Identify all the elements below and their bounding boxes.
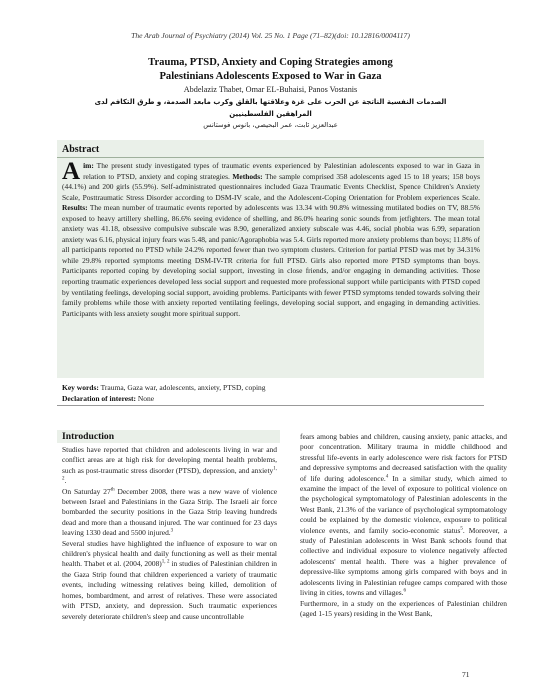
intro-p1-text: Studies have reported that children and adolescents living in war and conflict areas are at high risk for developing mental health problems, such as post-traumatic stress disorder (PTSD), depression, and anxiety: [62, 445, 277, 475]
title-line-2: Palestinians Adolescents Exposed to War in Gaza: [159, 71, 382, 82]
author-list: Abdelaziz Thabet, Omar EL-Buhaisi, Panos Vostanis: [183, 85, 358, 94]
intro-p4-text-c: . Moreover, a study of Palestinian adolescents in West Bank schools found that collective and individual exposure to violence negatively affected adolescents' mental health. There was a higher prevalence of depressive-like symptoms among girls compared with boys and in adolescents living in Palestinian refugee camps compared with those living in cities, towns and villages.: [300, 525, 507, 598]
intro-paragraph-3: [62, 539, 277, 622]
intro-paragraph-4: [300, 432, 507, 599]
intro-p2-text-b: December 2008, there was a new wave of violence between Israel and Palestinians in the Gaza Strip. The Israeli air force bombarded the security positions in the Gaza Strip leaving hundreds dead and more than a thousand injured. The war continued for 23 days leaving 1330 dead and 5500 injured.: [62, 486, 277, 538]
declaration-label: Declaration of interest:: [62, 393, 137, 403]
page-number: 71: [462, 670, 470, 679]
ordinal-sup: th: [110, 487, 115, 493]
methods-label: Methods:: [232, 171, 263, 181]
citation-sup: 3: [170, 528, 174, 534]
intro-p3-text-b: in studies of Palestinian children in the Gaza Strip found that children experienced a variety of traumatic events, including witnessing relatives being killed, demolition of homes, bombardment, and arrest of relatives. These were associated with PTSD, anxiety, and depression. Such traumatic experiences severely deteriorate children's sleep and cause uncontrollable: [62, 559, 278, 621]
right-column: [300, 432, 507, 619]
keywords-label: Key words:: [62, 383, 99, 392]
keywords-block: [62, 383, 482, 404]
results-label: Results:: [62, 203, 88, 213]
citation-sup: 1, 2: [62, 466, 277, 482]
left-column: [62, 445, 277, 622]
abstract-box: [57, 140, 484, 378]
declaration-line: [62, 394, 482, 405]
results-text: The mean number of traumatic events reported by adolescents was 13.34 with 90.8% witnessing mutilated bodies on TV, 88.5% exposed to heavy artillery shelling, 86.6% seeing evidence of shelling, and 86.0% hearing sonic sounds from jetfighters. The mean total anxiety was 41.18, obsessive compulsive subscale was 8.90, generalized anxiety subscale was 4.46, social phobia was 6.99, separation anxiety was 6.16, physical injury fears was 5.48, and panic/Agoraphobia was 5.4. Girls reported more anxiety problems than boys; 11.8% of all participants reported no PTSD while 24.2% reported fewer than two symptom clusters. Criterion for partial PTSD was met by 34.31% while 29.8% reported symptoms meeting DSM-IV-TR criteria for full PTSD. Girls also reported more PTSD symptoms than boys. Participants reported coping by developing social support, investing in close friends, and/or engaging in demanding activities. Those reporting traumatic experiences developed less social support and requested more professional support while participants with PTSD coped by ventilating feelings, developing social support, avoiding problems. Participants with fewer PTSD symptoms tended towards solving their family problems while those with anxiety reported ventilating feelings, developing social support, and engaging in demanding activities. Participants with less anxiety sought more spiritual support.: [62, 203, 480, 318]
introduction-heading-box: [57, 430, 280, 443]
aim-text: The present study investigated types of traumatic events experienced by Palestinian adolescents exposed to war in Gaza in relation to PTSD, anxiety and coping strategies.: [83, 161, 480, 181]
abstract-dropcap: A: [62, 158, 81, 185]
title-line-1: Trauma, PTSD, Anxiety and Coping Strategies among: [148, 57, 393, 68]
keywords-text: Trauma, Gaza war, adolescents, anxiety, PTSD, coping: [98, 383, 266, 392]
methods-text: The sample comprised 358 adolescents aged 15 to 18 years; 158 boys (44.1%) and 200 girls (55.9%). Self-administrated questionnaires included Gaza Traumatic Events Checklist, Spence Children's Anxiety Scale, Posttraumatic Stress Disorder according to DSM-IV scale, and the Adolescent-Coping Orientation for Problem experiences Scale.: [62, 171, 480, 202]
citation-sup: 1, 2: [161, 559, 170, 565]
citation-sup: 6: [403, 588, 406, 594]
abstract-body: [62, 158, 480, 319]
arabic-title: الصدمات النفسية الناتجة عن الحرب على غزة وعلاقتها بالقلق وكرب مابعد الصدمة، و طرق التكافم لدى المراهقين الفلسطينيين: [94, 98, 447, 118]
abstract-heading: Abstract: [62, 144, 100, 155]
intro-p4-text-a: fears among babies and children, causing anxiety, panic attacks, and poor concentration. Military trauma in middle childhood and stressful life-events in early adolescence were risk factors for PTSD and depressive symptoms and decreased satisfaction with the quality of life during adolescence.: [300, 432, 507, 483]
abstract-divider: [57, 157, 484, 158]
aim-label: im:: [83, 161, 94, 170]
intro-paragraph-5: Furthermore, in a study on the experiences of Palestinian children (aged 1-15 years) residing in the West Bank,: [300, 598, 507, 618]
intro-p4-text-b: In a similar study, which aimed to examine the impact of the level of exposure to political violence on the psychological symptomatology of Palestinian adolescents in the West Bank, 21.3% of the variance of psychological symptomatology could be explained by the domestic violence, exposure to political violence events, and family socio-economic status: [300, 473, 507, 535]
intro-paragraph-1: Studies have reported that children and adolescents living in war and conflict areas are at high risk for developing mental health problems, such as post-traumatic stress disorder (PTSD), depression, and anxiety$^{1, 2}$.: [62, 445, 277, 486]
article-title: [40, 56, 501, 84]
declaration-text: None: [136, 393, 155, 403]
keywords-line: [62, 383, 482, 394]
intro-p2-text-a: On Saturday 27: [62, 486, 111, 496]
citation-sup: 5: [460, 526, 463, 532]
keywords-divider: [57, 405, 484, 406]
intro-p3-text-a: Several studies have highlighted the influence of exposure to war on children's physical health and daily functioning as well as their mental health. Thabet et al. (2004, 2008): [62, 538, 277, 569]
journal-header: The Arab Journal of Psychiatry (2014) Vol. 25 No. 1 Page (71–82)(doi: 10.12816/0004117): [131, 31, 410, 40]
introduction-heading: Introduction: [62, 431, 115, 442]
citation-sup: 4: [385, 474, 389, 480]
intro-paragraph-2: [62, 487, 277, 539]
arabic-author-list: عبدالعزيز ثابت، عمر البحيصي، بانوس فوستانس: [203, 121, 338, 129]
